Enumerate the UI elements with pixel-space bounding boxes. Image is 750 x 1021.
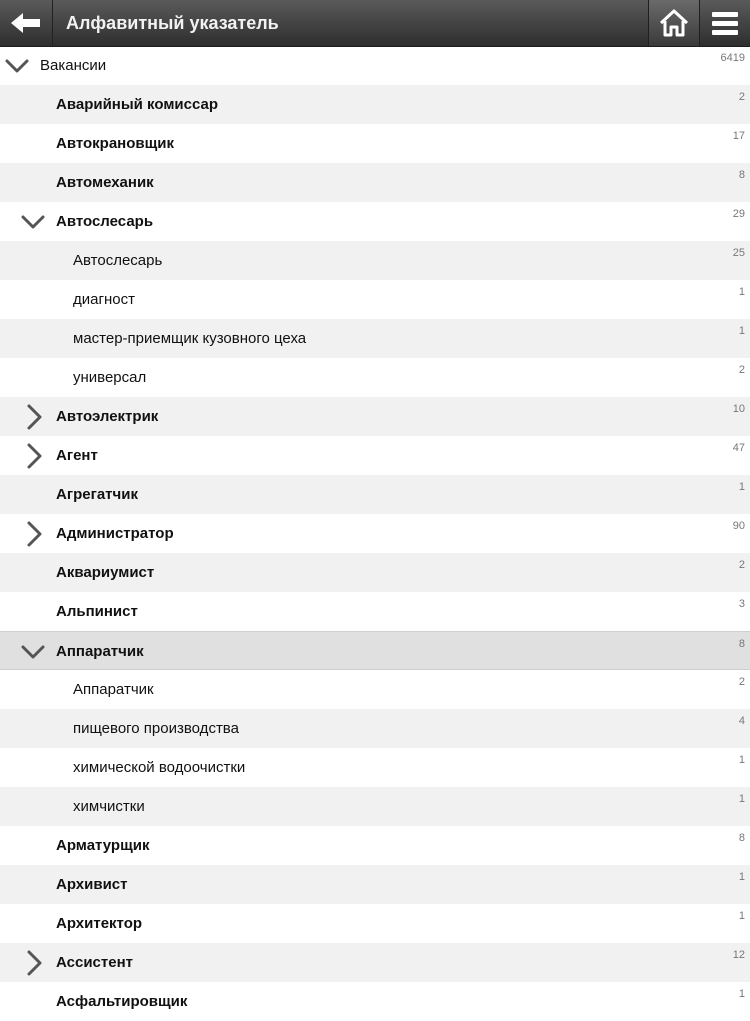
subcategory-item[interactable] xyxy=(0,280,750,319)
item-count: 8 xyxy=(738,832,745,844)
item-count: 17 xyxy=(732,130,745,142)
category-item[interactable] xyxy=(0,397,750,436)
category-item[interactable] xyxy=(0,592,750,631)
item-label: Аппаратчик xyxy=(73,681,154,698)
category-item[interactable] xyxy=(0,631,750,670)
subcategory-item[interactable] xyxy=(0,748,750,787)
item-count: 3 xyxy=(738,598,745,610)
alphabetical-index-list xyxy=(0,46,750,1010)
item-label: Автомеханик xyxy=(56,174,154,191)
menu-button[interactable] xyxy=(699,0,750,46)
item-count: 1 xyxy=(738,286,745,298)
item-label: Архитектор xyxy=(56,915,143,932)
home-icon xyxy=(658,8,690,38)
chevron-right-icon[interactable] xyxy=(16,514,50,553)
category-item[interactable] xyxy=(0,982,750,1021)
home-button[interactable] xyxy=(648,0,700,46)
category-item[interactable] xyxy=(0,514,750,553)
item-count: 2 xyxy=(738,364,745,376)
category-item[interactable] xyxy=(0,553,750,592)
back-button[interactable] xyxy=(0,0,53,46)
item-count: 10 xyxy=(732,403,745,415)
item-count: 1 xyxy=(738,754,745,766)
item-label: Агрегатчик xyxy=(56,486,138,503)
chevron-down-icon[interactable] xyxy=(16,632,50,671)
subcategory-item[interactable] xyxy=(0,319,750,358)
item-label: универсал xyxy=(73,369,147,386)
item-count: 4 xyxy=(738,715,745,727)
item-count: 25 xyxy=(732,247,745,259)
category-item[interactable] xyxy=(0,436,750,475)
arrow-left-icon xyxy=(11,12,41,34)
category-item[interactable] xyxy=(0,475,750,514)
item-label: Автокрановщик xyxy=(56,135,175,152)
category-item[interactable] xyxy=(0,865,750,904)
menu-icon xyxy=(712,11,738,35)
page-title: Алфавитный указатель xyxy=(66,13,279,33)
item-label: Вакансии xyxy=(40,57,107,74)
subcategory-item[interactable] xyxy=(0,787,750,826)
item-label: Арматурщик xyxy=(56,837,150,854)
item-label: Альпинист xyxy=(56,603,138,620)
category-item[interactable] xyxy=(0,904,750,943)
item-label: Администратор xyxy=(56,525,174,542)
item-count: 2 xyxy=(738,676,745,688)
category-item[interactable] xyxy=(0,85,750,124)
item-label: Асфальтировщик xyxy=(56,993,188,1010)
item-label: мастер-приемщик кузовного цеха xyxy=(73,330,307,347)
item-count: 8 xyxy=(738,638,745,650)
root-category-item[interactable] xyxy=(0,46,750,85)
subcategory-item[interactable] xyxy=(0,241,750,280)
item-count: 47 xyxy=(732,442,745,454)
item-count: 2 xyxy=(738,91,745,103)
item-count: 2 xyxy=(738,559,745,571)
item-count: 12 xyxy=(732,949,745,961)
item-label: Ассистент xyxy=(56,954,133,971)
category-item[interactable] xyxy=(0,943,750,982)
chevron-right-icon[interactable] xyxy=(16,397,50,436)
item-label: Агент xyxy=(56,447,98,464)
item-count: 1 xyxy=(738,481,745,493)
item-count: 6419 xyxy=(720,52,745,64)
item-label: Аквариумист xyxy=(56,564,155,581)
item-label: Архивист xyxy=(56,876,128,893)
item-label: пищевого производства xyxy=(73,720,239,737)
item-label: Автоэлектрик xyxy=(56,408,159,425)
chevron-right-icon[interactable] xyxy=(16,436,50,475)
item-count: 29 xyxy=(732,208,745,220)
category-item[interactable] xyxy=(0,163,750,202)
item-count: 90 xyxy=(732,520,745,532)
chevron-down-icon[interactable] xyxy=(16,202,50,241)
subcategory-item[interactable] xyxy=(0,709,750,748)
item-count: 1 xyxy=(738,871,745,883)
item-label: химической водоочистки xyxy=(73,759,246,776)
chevron-down-icon[interactable] xyxy=(0,46,34,85)
item-count: 8 xyxy=(738,169,745,181)
category-item[interactable] xyxy=(0,124,750,163)
item-label: химчистки xyxy=(73,798,145,815)
item-label: диагност xyxy=(73,291,135,308)
item-count: 1 xyxy=(738,910,745,922)
item-label: Аппаратчик xyxy=(56,643,144,660)
item-label: Автослесарь xyxy=(73,252,163,269)
category-item[interactable] xyxy=(0,826,750,865)
subcategory-item[interactable] xyxy=(0,670,750,709)
subcategory-item[interactable] xyxy=(0,358,750,397)
chevron-right-icon[interactable] xyxy=(16,943,50,982)
item-count: 1 xyxy=(738,988,745,1000)
item-count: 1 xyxy=(738,793,745,805)
item-label: Аварийный комиссар xyxy=(56,96,219,113)
category-item[interactable] xyxy=(0,202,750,241)
app-header xyxy=(0,0,750,47)
item-label: Автослесарь xyxy=(56,213,154,230)
item-count: 1 xyxy=(738,325,745,337)
